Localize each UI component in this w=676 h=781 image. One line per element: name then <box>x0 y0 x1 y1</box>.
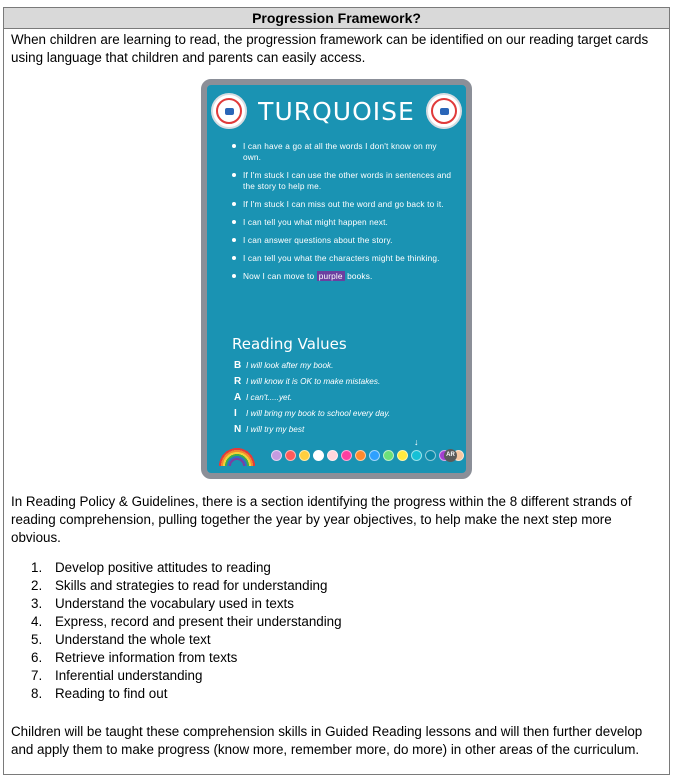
value-text: I will bring my book to school every day. <box>246 409 391 418</box>
intro-paragraph: When children are learning to read, the progression framework can be identified on our reading target cards using language that children and parents can easily access. <box>11 32 649 65</box>
colour-band-dot <box>383 450 394 461</box>
strand-number: 8. <box>31 686 43 701</box>
strand-number: 5. <box>31 632 43 647</box>
value-letter: A <box>234 392 242 403</box>
strand-text: Inferential understanding <box>55 668 203 683</box>
strand-number: 7. <box>31 668 43 683</box>
strand-text: Skills and strategies to read for understanding <box>55 578 328 593</box>
strand-item <box>31 685 662 703</box>
colour-band-dot <box>327 450 338 461</box>
value-item <box>234 390 456 406</box>
colour-band-dot <box>369 450 380 461</box>
strand-number: 3. <box>31 596 43 611</box>
strand-item <box>31 559 662 577</box>
value-item <box>234 358 456 374</box>
strand-number: 1. <box>31 560 43 575</box>
colour-band-dot <box>411 450 422 461</box>
reading-values-list <box>234 358 456 438</box>
value-text: I will look after my book. <box>246 361 334 370</box>
colour-band-dot <box>355 450 366 461</box>
strand-text: Retrieve information from texts <box>55 650 238 665</box>
strand-item <box>31 613 662 631</box>
colour-band-dot <box>313 450 324 461</box>
strand-item <box>31 577 662 595</box>
value-text: I will know it is OK to make mistakes. <box>246 377 381 386</box>
colour-band-dot <box>425 450 436 461</box>
table-header: Progression Framework? <box>4 8 669 29</box>
colour-band-dot <box>285 450 296 461</box>
reading-values-title: Reading Values <box>232 335 347 353</box>
strand-item <box>31 649 662 667</box>
target-list <box>231 141 454 289</box>
policy-paragraph: In Reading Policy & Guidelines, there is a section identifying the progress within the 8 different strands of reading comprehension, pulling together the year by year objectives, to help make the next step more obvious. <box>11 494 632 545</box>
current-band-arrow-icon: ↓ <box>414 437 419 447</box>
strand-text: Develop positive attitudes to reading <box>55 560 271 575</box>
target-item: If I'm stuck I can miss out the word and go back to it. <box>231 199 454 210</box>
value-letter: I <box>234 408 237 419</box>
strand-text: Express, record and present their understanding <box>55 614 342 629</box>
value-letter: N <box>234 424 242 435</box>
strand-text: Understand the whole text <box>55 632 211 647</box>
value-item <box>234 422 456 438</box>
purple-highlight: purple <box>318 271 343 281</box>
target-item: I can tell you what the characters might be thinking. <box>231 253 454 264</box>
colour-band-dot <box>397 450 408 461</box>
value-item <box>234 374 456 390</box>
colour-band-dot <box>467 450 472 461</box>
rainbow-logo-icon <box>217 444 257 466</box>
target-item: I can answer questions about the story. <box>231 235 454 246</box>
value-text: I can't.....yet. <box>246 393 293 402</box>
target-item: If I'm stuck I can use the other words in sentences and the story to help me. <box>231 170 454 192</box>
value-text: I will try my best <box>246 425 305 434</box>
target-item: I can have a go at all the words I don't know on my own. <box>231 141 454 163</box>
colour-band-strip <box>215 437 458 467</box>
next-band-text-after: books. <box>344 271 373 281</box>
colour-band-dot <box>299 450 310 461</box>
next-band-text-before: Now I can move to <box>243 271 317 281</box>
strand-text: Understand the vocabulary used in texts <box>55 596 294 611</box>
value-item <box>234 406 456 422</box>
strand-number: 2. <box>31 578 43 593</box>
colour-band-dot <box>271 450 282 461</box>
ar-badge: AR <box>444 449 457 462</box>
strand-text: Reading to find out <box>55 686 168 701</box>
target-item: I can tell you what might happen next. <box>231 217 454 228</box>
strands-list <box>31 559 662 703</box>
value-letter: R <box>234 376 242 387</box>
strand-item <box>31 595 662 613</box>
strand-number: 4. <box>31 614 43 629</box>
closing-paragraph: Children will be taught these comprehension skills in Guided Reading lessons and will then further develop and apply them to make progress (know more, remember more, do more) in other areas of the curriculum. <box>11 724 643 757</box>
target-item-next-band <box>231 271 454 282</box>
strand-item <box>31 631 662 649</box>
reading-target-card <box>201 79 472 479</box>
value-letter: B <box>234 360 242 371</box>
strand-number: 6. <box>31 650 43 665</box>
colour-band-dot <box>341 450 352 461</box>
document-table <box>3 7 670 775</box>
card-title: TURQUOISE <box>258 97 415 126</box>
colour-band-dots <box>271 450 472 461</box>
table-body-cell <box>4 29 669 759</box>
strand-item <box>31 667 662 685</box>
